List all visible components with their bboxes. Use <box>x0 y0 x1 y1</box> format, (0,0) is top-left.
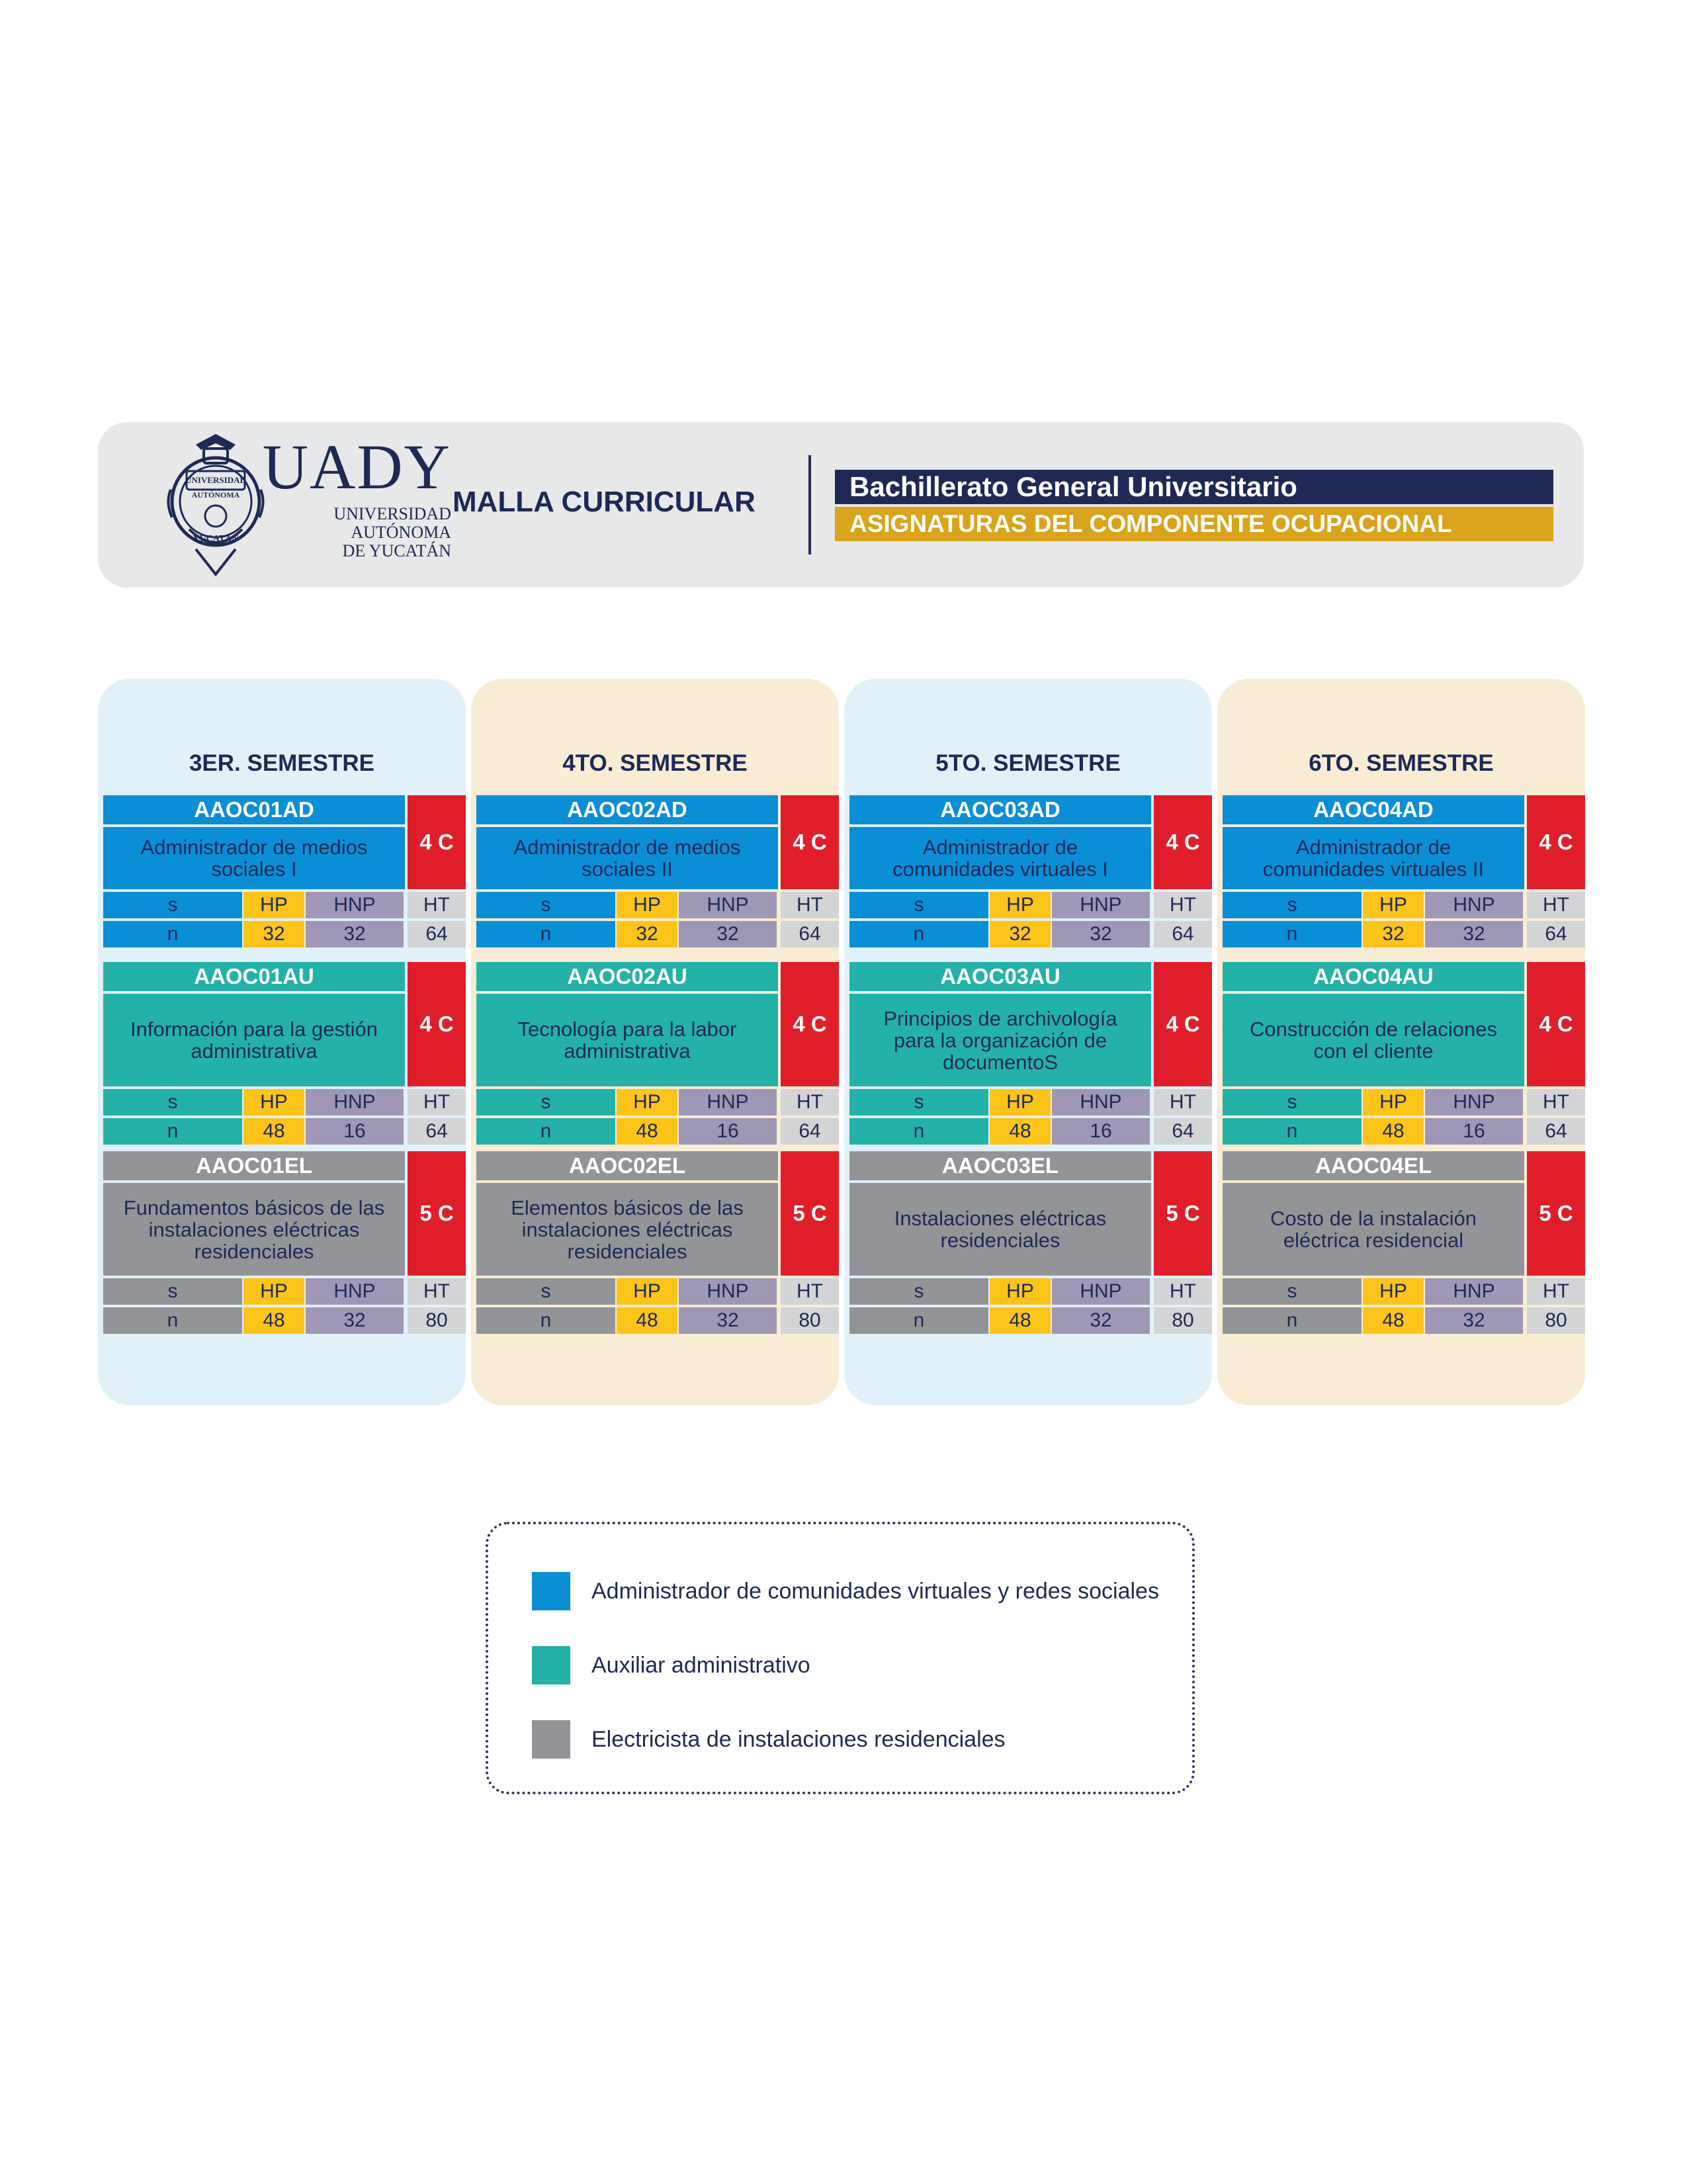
label-s: s <box>103 1278 242 1305</box>
value-hp: 48 <box>1363 1307 1424 1334</box>
label-n: n <box>103 1307 242 1334</box>
semester-column <box>98 679 466 1405</box>
value-ht: 80 <box>781 1307 839 1334</box>
value-ht: 64 <box>1527 1118 1585 1145</box>
label-n: n <box>1223 1307 1362 1334</box>
label-s: s <box>476 1278 615 1305</box>
seal-text-2: AUTÓNOMA <box>191 490 240 500</box>
credits-badge: 5 C <box>781 1151 839 1276</box>
label-s: s <box>1223 892 1362 918</box>
label-ht: HT <box>1154 1278 1212 1305</box>
value-hp: 32 <box>1363 921 1424 947</box>
label-n: n <box>1223 1118 1362 1145</box>
value-hnp: 32 <box>1425 1307 1523 1334</box>
legend-label: Electricista de instalaciones residenciales <box>591 1726 1006 1752</box>
credits-badge: 5 C <box>1154 1151 1212 1276</box>
value-hp: 48 <box>1363 1118 1424 1145</box>
label-hp: HP <box>617 1278 677 1305</box>
course-code: AAOC03AU <box>849 962 1151 991</box>
course-name: Construcción de relaciones con el cliente <box>1223 994 1524 1086</box>
label-n: n <box>849 1118 988 1145</box>
label-hp: HP <box>990 1278 1051 1305</box>
value-ht: 64 <box>1527 921 1585 947</box>
label-ht: HT <box>408 892 466 918</box>
label-ht: HT <box>1527 1278 1585 1305</box>
value-ht: 64 <box>1154 921 1212 947</box>
value-hp: 48 <box>990 1118 1051 1145</box>
label-hnp: HNP <box>306 892 404 918</box>
label-ht: HT <box>1527 1089 1585 1115</box>
course-code: AAOC03AD <box>849 795 1151 824</box>
legend-swatch-teal <box>532 1646 570 1684</box>
label-hp: HP <box>617 1089 677 1115</box>
label-n: n <box>849 921 988 947</box>
label-ht: HT <box>1527 892 1585 918</box>
semester-column <box>844 679 1212 1405</box>
label-n: n <box>476 921 615 947</box>
value-hnp: 16 <box>306 1118 404 1145</box>
course-card <box>103 1151 466 1334</box>
header-divider <box>808 455 811 554</box>
label-hnp: HNP <box>306 1089 404 1115</box>
label-hp: HP <box>990 1089 1051 1115</box>
label-s: s <box>849 892 988 918</box>
label-s: s <box>1223 1278 1362 1305</box>
logo-subtitle-line-2: AUTÓNOMA <box>351 523 451 542</box>
label-n: n <box>103 921 242 947</box>
credits-badge: 4 C <box>408 962 466 1086</box>
value-hp: 32 <box>243 921 304 947</box>
label-ht: HT <box>781 892 839 918</box>
value-hnp: 32 <box>679 921 777 947</box>
value-hnp: 32 <box>1052 1307 1150 1334</box>
course-name: Elementos básicos de las instalaciones eléctricas residenciales <box>476 1183 778 1276</box>
label-s: s <box>103 1089 242 1115</box>
course-code: AAOC01EL <box>103 1151 405 1180</box>
course-code: AAOC04AD <box>1223 795 1524 824</box>
course-card <box>1223 795 1585 947</box>
value-hp: 48 <box>617 1118 677 1145</box>
credits-badge: 4 C <box>1527 962 1585 1086</box>
credits-badge: 4 C <box>781 795 839 889</box>
credits-badge: 4 C <box>408 795 466 889</box>
label-ht: HT <box>408 1089 466 1115</box>
value-hnp: 32 <box>306 1307 404 1334</box>
course-card <box>1223 962 1585 1145</box>
course-card <box>849 795 1212 947</box>
course-card <box>476 962 839 1145</box>
course-name: Administrador de comunidades virtuales I <box>849 827 1151 889</box>
value-hnp: 32 <box>306 921 404 947</box>
course-card <box>103 962 466 1145</box>
course-code: AAOC01AD <box>103 795 405 824</box>
label-hnp: HNP <box>1052 1089 1150 1115</box>
label-hnp: HNP <box>306 1278 404 1305</box>
legend-swatch-blue <box>532 1572 570 1610</box>
course-card <box>1223 1151 1585 1334</box>
label-s: s <box>476 892 615 918</box>
semester-title: 5TO. SEMESTRE <box>935 750 1121 776</box>
section-title: MALLA CURRICULAR <box>453 486 756 518</box>
course-code: AAOC03EL <box>849 1151 1151 1180</box>
label-hnp: HNP <box>1425 1278 1523 1305</box>
legend-label: Auxiliar administrativo <box>591 1652 810 1678</box>
value-hp: 32 <box>617 921 677 947</box>
label-ht: HT <box>1154 892 1212 918</box>
label-hnp: HNP <box>679 1089 777 1115</box>
course-code: AAOC02AD <box>476 795 778 824</box>
label-hnp: HNP <box>1052 1278 1150 1305</box>
semester-title: 3ER. SEMESTRE <box>189 750 375 776</box>
label-hp: HP <box>243 1278 304 1305</box>
value-hp: 48 <box>990 1307 1051 1334</box>
header-banner <box>98 422 1584 588</box>
credits-badge: 5 C <box>408 1151 466 1276</box>
credits-badge: 5 C <box>1527 1151 1585 1276</box>
legend-item-blue <box>532 1572 1159 1610</box>
course-card <box>103 795 466 947</box>
course-name: Administrador de medios sociales II <box>476 827 778 889</box>
credits-badge: 4 C <box>1527 795 1585 889</box>
label-hnp: HNP <box>679 1278 777 1305</box>
logo-subtitle-line-3: DE YUCATÁN <box>342 541 451 560</box>
label-n: n <box>476 1118 615 1145</box>
value-ht: 64 <box>408 1118 466 1145</box>
course-name: Información para la gestión administrativa <box>103 994 405 1086</box>
value-hp: 32 <box>990 921 1051 947</box>
legend-label: Administrador de comunidades virtuales y redes sociales <box>591 1578 1159 1604</box>
semester-column <box>1217 679 1585 1405</box>
course-card <box>849 1151 1212 1334</box>
label-s: s <box>1223 1089 1362 1115</box>
credits-badge: 4 C <box>1154 962 1212 1086</box>
course-name: Fundamentos básicos de las instalaciones eléctricas residenciales <box>103 1183 405 1276</box>
course-name: Tecnología para la labor administrativa <box>476 994 778 1086</box>
value-hnp: 16 <box>679 1118 777 1145</box>
legend-item-gray <box>532 1720 1006 1759</box>
course-name: Costo de la instalación eléctrica residencial <box>1223 1183 1524 1276</box>
seal-text-3: YUCATÁN <box>193 534 239 544</box>
label-hp: HP <box>243 1089 304 1115</box>
value-hnp: 32 <box>1052 921 1150 947</box>
semester-title: 6TO. SEMESTRE <box>1309 750 1494 776</box>
label-hnp: HNP <box>1425 1089 1523 1115</box>
program-subtitle: ASIGNATURAS DEL COMPONENTE OCUPACIONAL <box>835 507 1553 541</box>
label-n: n <box>1223 921 1362 947</box>
semester-column <box>471 679 839 1405</box>
course-card <box>476 795 839 947</box>
label-s: s <box>103 892 242 918</box>
course-name: Instalaciones eléctricas residenciales <box>849 1183 1151 1276</box>
label-hp: HP <box>617 892 677 918</box>
label-hnp: HNP <box>1052 892 1150 918</box>
value-ht: 64 <box>408 921 466 947</box>
value-ht: 64 <box>781 921 839 947</box>
value-hp: 48 <box>243 1118 304 1145</box>
value-ht: 80 <box>1154 1307 1212 1334</box>
value-hnp: 16 <box>1052 1118 1150 1145</box>
legend-box <box>486 1522 1195 1794</box>
legend-item-teal <box>532 1646 810 1684</box>
value-hnp: 16 <box>1425 1118 1523 1145</box>
value-hp: 48 <box>243 1307 304 1334</box>
value-hnp: 32 <box>1425 921 1523 947</box>
label-hp: HP <box>243 892 304 918</box>
course-card <box>849 962 1212 1145</box>
value-hp: 48 <box>617 1307 677 1334</box>
label-ht: HT <box>781 1089 839 1115</box>
label-hp: HP <box>1363 892 1424 918</box>
course-code: AAOC01AU <box>103 962 405 991</box>
value-ht: 64 <box>1154 1118 1212 1145</box>
label-ht: HT <box>408 1278 466 1305</box>
course-code: AAOC02AU <box>476 962 778 991</box>
legend-swatch-gray <box>532 1720 570 1759</box>
label-n: n <box>849 1307 988 1334</box>
course-card <box>476 1151 839 1334</box>
label-hp: HP <box>990 892 1051 918</box>
course-name: Administrador de medios sociales I <box>103 827 405 889</box>
course-name: Administrador de comunidades virtuales II <box>1223 827 1524 889</box>
logo-subtitle-line-1: UNIVERSIDAD <box>333 504 451 523</box>
program-title: Bachillerato General Universitario <box>835 470 1553 504</box>
label-s: s <box>849 1089 988 1115</box>
seal-text-1: UNIVERSIDAD <box>185 475 246 485</box>
label-n: n <box>476 1307 615 1334</box>
value-ht: 80 <box>1527 1307 1585 1334</box>
label-ht: HT <box>781 1278 839 1305</box>
credits-badge: 4 C <box>1154 795 1212 889</box>
label-hp: HP <box>1363 1089 1424 1115</box>
label-s: s <box>849 1278 988 1305</box>
label-hnp: HNP <box>679 892 777 918</box>
label-s: s <box>476 1089 615 1115</box>
course-code: AAOC02EL <box>476 1151 778 1180</box>
semester-title: 4TO. SEMESTRE <box>562 750 748 776</box>
label-n: n <box>103 1118 242 1145</box>
value-ht: 80 <box>408 1307 466 1334</box>
label-ht: HT <box>1154 1089 1212 1115</box>
label-hp: HP <box>1363 1278 1424 1305</box>
value-hnp: 32 <box>679 1307 777 1334</box>
logo-wordmark: UADY <box>262 431 451 502</box>
credits-badge: 4 C <box>781 962 839 1086</box>
value-ht: 64 <box>781 1118 839 1145</box>
course-code: AAOC04AU <box>1223 962 1524 991</box>
course-name: Principios de archivología para la organización de documentoS <box>849 994 1151 1086</box>
course-code: AAOC04EL <box>1223 1151 1524 1180</box>
label-hnp: HNP <box>1425 892 1523 918</box>
